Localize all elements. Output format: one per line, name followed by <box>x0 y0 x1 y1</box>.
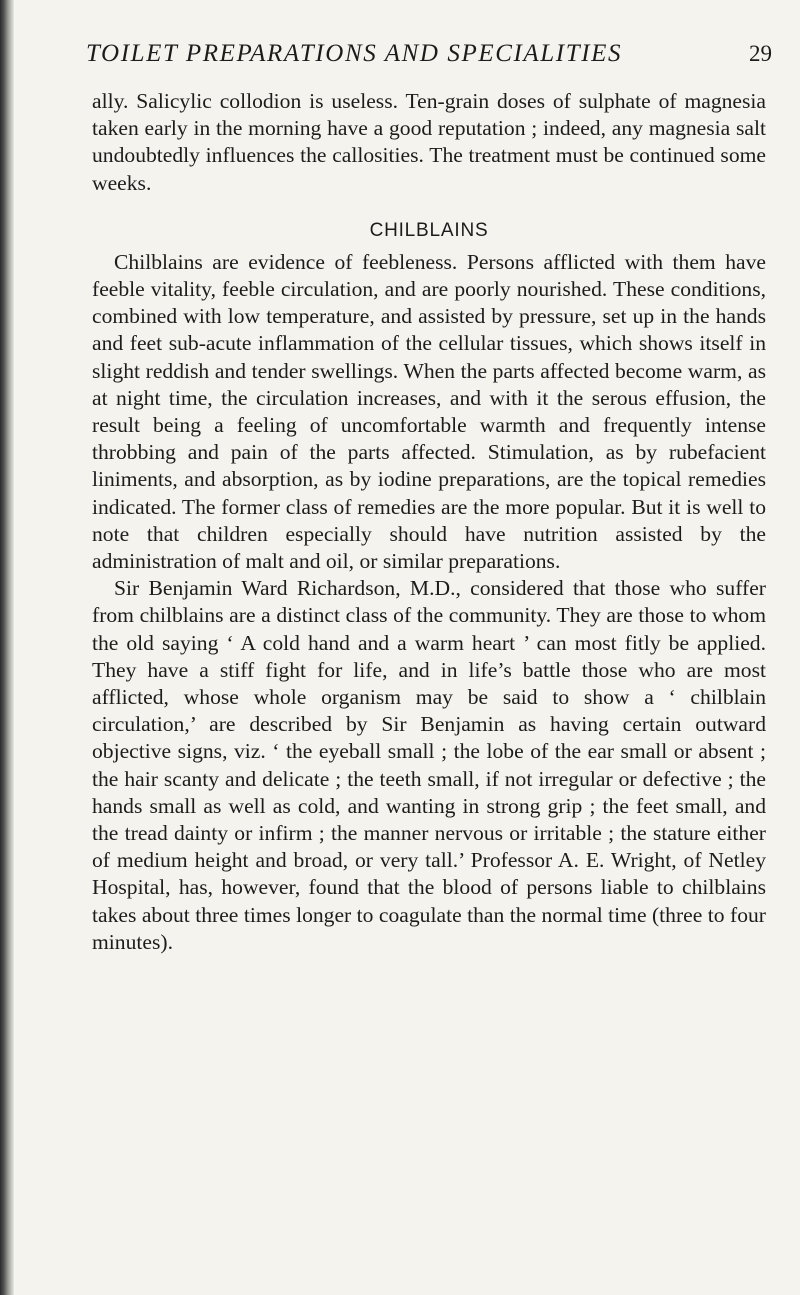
page-number: 29 <box>749 41 772 66</box>
continuation-paragraph: ally. Salicylic collodion is useless. Ten-grain doses of sulphate of magnesia taken early in the morning have a good reputation ; indeed, any magnesia salt undoubtedly influences the callosities. The treatment must be continued some weeks. <box>92 89 766 195</box>
running-title: TOILET PREPARATIONS AND SPECIALITIES <box>86 40 623 67</box>
body-text <box>92 88 766 956</box>
paragraph-chilblains-causes: Chilblains are evidence of feebleness. Persons afflicted with them have feeble vitality, feeble circulation, and are poorly nourished. These conditions, combined with low temperature, and assisted by pressure, set up in the hands and feet sub-acute inflammation of the cellular tissues, which shows itself in slight reddish and tender swellings. When the parts affected become warm, as at night time, the circulation increases, and with it the serous effusion, the result being a feeling of uncomfortable warmth and frequently intense throbbing and pain of the parts affected. Stimulation, as by rubefacient liniments, and absorption, as by iodine preparations, are the topical remedies indicated. The former class of remedies are the more popular. But it is well to note that children especially should have nutrition assisted by the administration of malt and oil, or similar preparations. <box>92 249 766 574</box>
book-page <box>82 40 770 956</box>
page-binding-shadow <box>0 0 14 1295</box>
section-heading: CHILBLAINS <box>369 219 489 241</box>
paragraph-richardson: Sir Benjamin Ward Richardson, M.D., considered that those who suffer from chilblains are a distinct class of the community. They are those to whom the old saying ‘ A cold hand and a warm heart ’ can most fitly be applied. They have a stiff fight for life, and in life’s battle those who are most afflicted, whose whole organism may be said to show a ‘ chilblain circulation,’ are described by Sir Benjamin as having certain outward objective signs, viz. ‘ the eyeball small ; the lobe of the ear small or absent ; the hair scanty and delicate ; the teeth small, if not irregular or defective ; the hands small as well as cold, and wanting in strong grip ; the feet small, and the tread dainty or infirm ; the manner nervous or irritable ; the stature either of medium height and broad, or very tall.’ Professor A. E. Wright, of Netley Hospital, has, however, found that the blood of persons liable to chilblains takes about three times longer to coagulate than the normal time (three to four minutes). <box>92 576 766 954</box>
running-header <box>86 40 770 74</box>
